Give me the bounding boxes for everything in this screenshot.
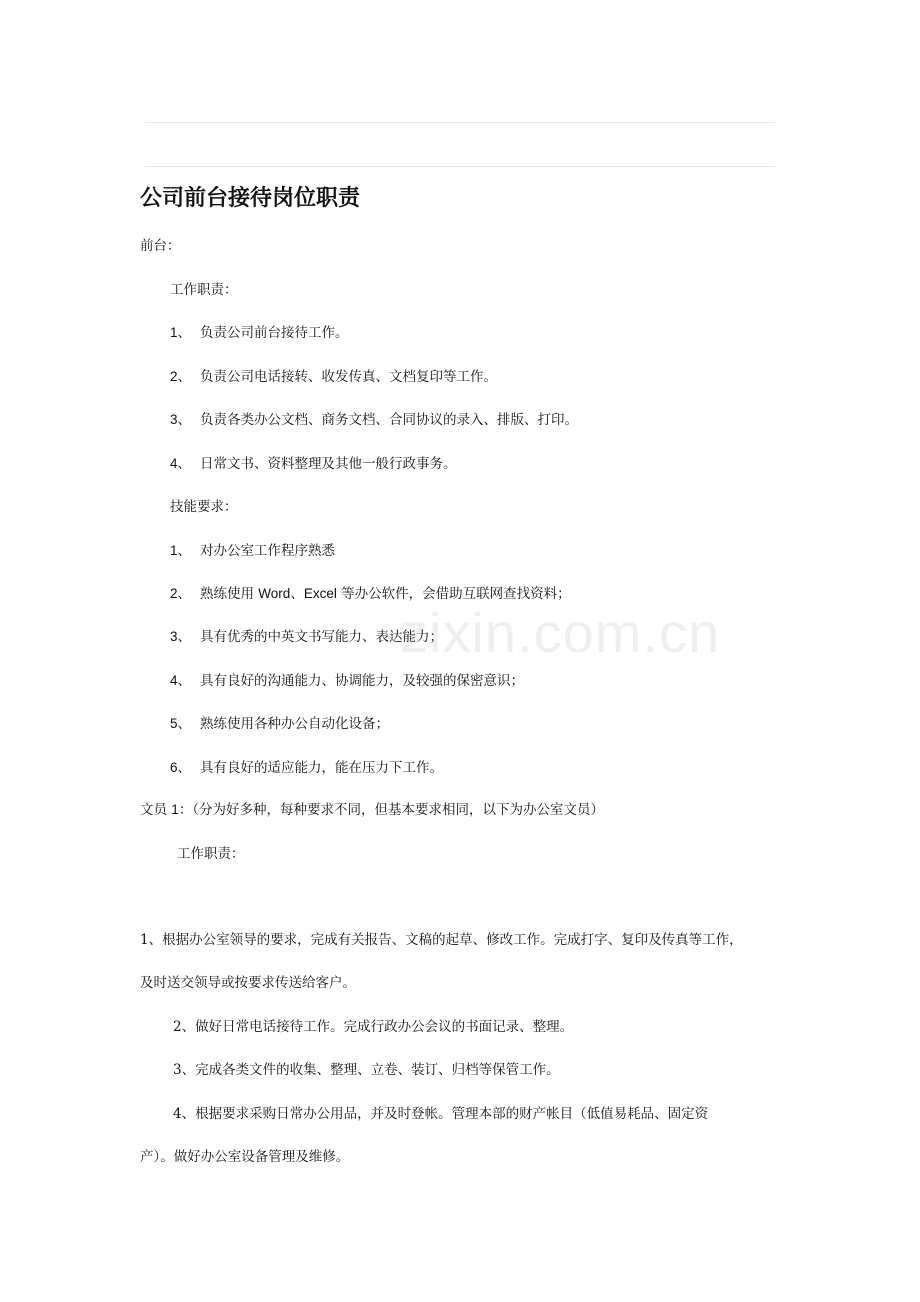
top-divider bbox=[145, 122, 775, 123]
duty-number: 1、 bbox=[170, 325, 192, 340]
skills-heading: 技能要求： bbox=[170, 499, 238, 515]
skill-text: 具有良好的适应能力，能在压力下工作。 bbox=[200, 760, 443, 776]
page-title: 公司前台接待岗位职责 bbox=[140, 186, 361, 211]
skill-item bbox=[170, 714, 389, 734]
skill-number: 5、 bbox=[170, 716, 192, 731]
skill-number: 2、 bbox=[170, 586, 192, 601]
clerk-item-1-line-1: 1、根据办公室领导的要求，完成有关报告、文稿的起草、修改工作。完成打字、复印及传真等工作， bbox=[140, 932, 743, 948]
skill-number: 4、 bbox=[170, 673, 192, 688]
duty-number: 2、 bbox=[170, 369, 192, 384]
skill-number: 1、 bbox=[170, 543, 192, 558]
duties-heading: 工作职责： bbox=[170, 282, 238, 298]
skill-word-term: Word bbox=[258, 586, 291, 601]
skill-number: 6、 bbox=[170, 760, 192, 775]
duty-number: 3、 bbox=[170, 412, 192, 427]
skill-item bbox=[170, 541, 335, 561]
clerk-description: ：（分为好多种，每种要求不同，但基本要求相同，以下为办公室文员） bbox=[178, 802, 605, 818]
clerk-section-heading bbox=[140, 800, 604, 820]
skill-text: 对办公室工作程序熟悉 bbox=[200, 543, 335, 559]
skill-text: 等办公软件，会借助互联网查找资料； bbox=[336, 586, 571, 602]
duty-text: 负责公司前台接待工作。 bbox=[200, 325, 349, 341]
clerk-item-4-line-1: 4、根据要求采购日常办公用品，并及时登帐。管理本部的财产帐目（低值易耗品、固定资 bbox=[173, 1106, 709, 1122]
section-frontdesk: 前台： bbox=[140, 238, 181, 254]
duty-item bbox=[170, 410, 578, 430]
skill-text: 具有优秀的中英文书写能力、表达能力； bbox=[200, 629, 443, 645]
skill-number: 3、 bbox=[170, 629, 192, 644]
clerk-number: 1 bbox=[171, 802, 179, 817]
skill-text: 熟练使用各种办公自动化设备； bbox=[200, 716, 389, 732]
clerk-label: 文员 bbox=[140, 802, 172, 818]
second-divider bbox=[145, 166, 775, 167]
clerk-item-1-line-2: 及时送交领导或按要求传送给客户。 bbox=[140, 975, 356, 991]
skill-item bbox=[170, 758, 443, 778]
clerk-item-3: 3、完成各类文件的收集、整理、立卷、装订、归档等保管工作。 bbox=[173, 1062, 560, 1078]
skill-item bbox=[170, 671, 524, 691]
duty-number: 4、 bbox=[170, 456, 192, 471]
duty-item bbox=[170, 367, 497, 387]
duty-text: 负责公司电话接转、收发传真、文档复印等工作。 bbox=[200, 369, 497, 385]
duty-text: 日常文书、资料整理及其他一般行政事务。 bbox=[200, 456, 457, 472]
clerk-item-2: 2、做好日常电话接待工作。完成行政办公会议的书面记录、整理。 bbox=[173, 1019, 574, 1035]
skill-text: 熟练使用 bbox=[200, 586, 259, 602]
clerk-duties-heading: 工作职责： bbox=[177, 846, 245, 862]
skill-text: 、 bbox=[290, 586, 304, 602]
duty-text: 负责各类办公文档、商务文档、合同协议的录入、排版、打印。 bbox=[200, 412, 578, 428]
watermark-text: zixin.com.cn bbox=[400, 601, 721, 664]
duty-item bbox=[170, 323, 349, 343]
skill-excel-term: Excel bbox=[303, 586, 337, 601]
clerk-item-4-line-2: 产）。做好办公室设备管理及维修。 bbox=[140, 1149, 350, 1165]
duty-item bbox=[170, 454, 457, 474]
skill-text: 具有良好的沟通能力、协调能力，及较强的保密意识； bbox=[200, 673, 524, 689]
